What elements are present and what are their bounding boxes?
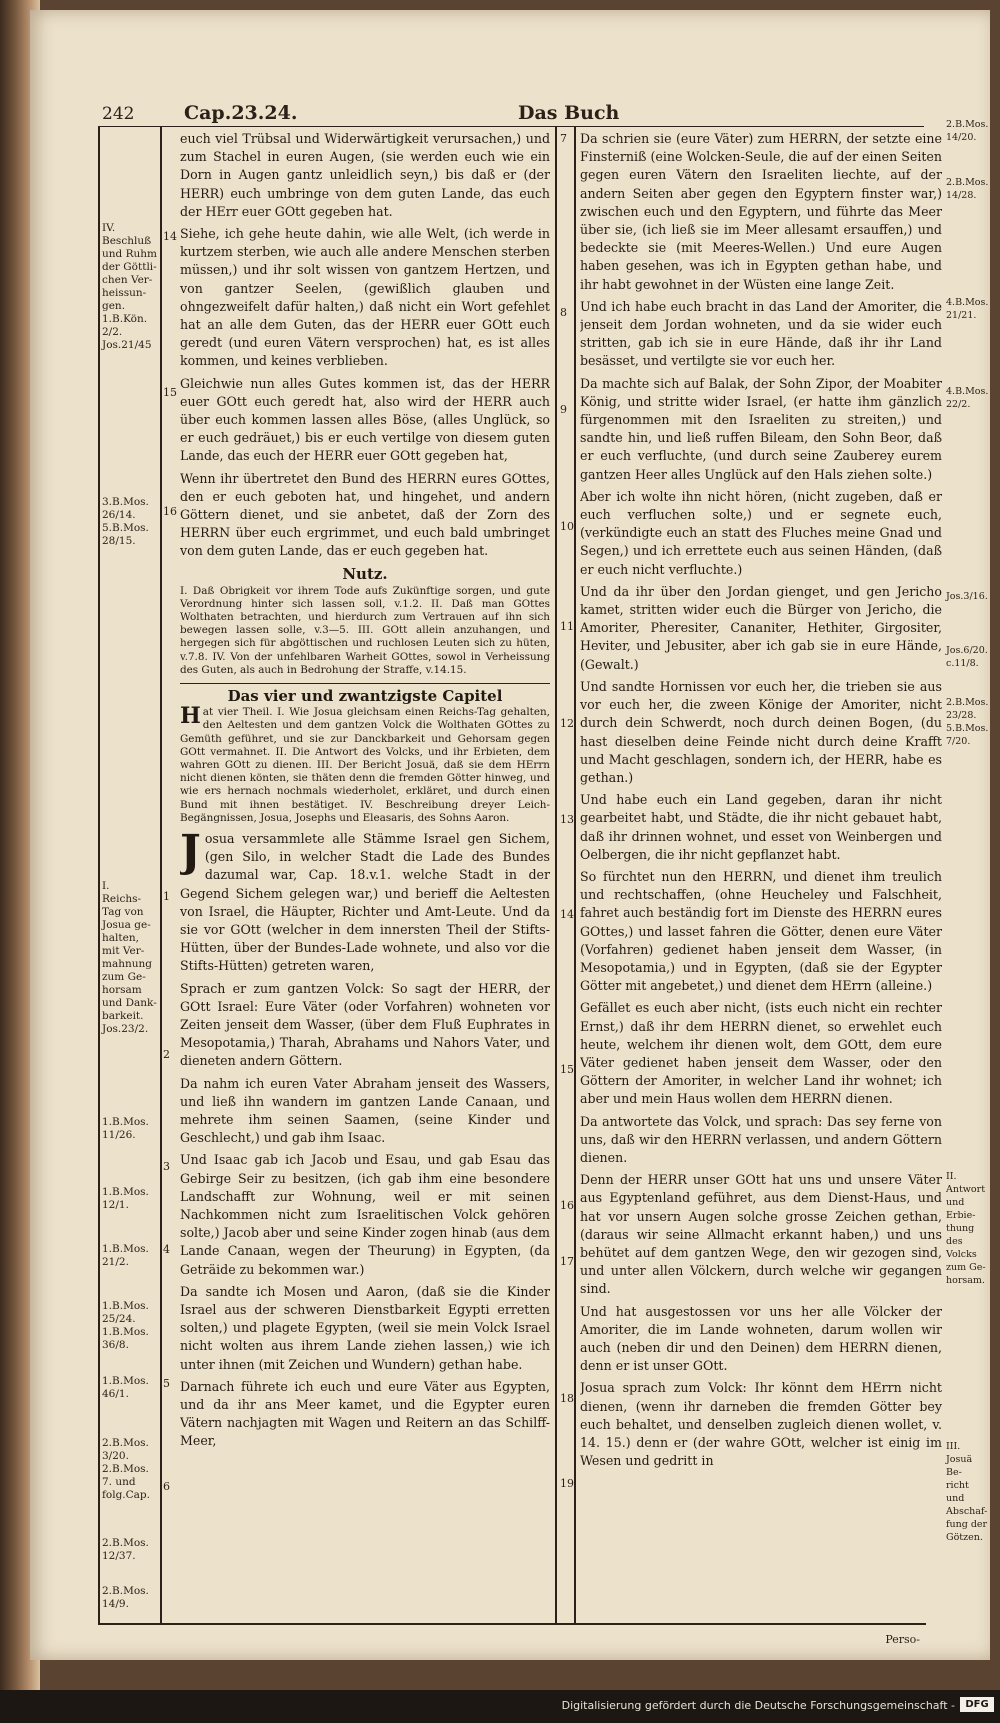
verse-number: 14 <box>163 230 177 243</box>
verse-number: 15 <box>560 1063 574 1076</box>
dfg-logo: DFG <box>960 1697 994 1712</box>
nutz-text: I. Daß Obrigkeit vor ihrem Tode aufs Zukünftige sorgen, und gute Verordnung hinter sich lassen soll, v.1.2. II. Daß man GOttes Wolthaten betrachten, und hierdurch zum Vertrauen auf ihn sich bewegen lassen solle, v.3—5. III. GOtt allein anzuhangen, und hergegen sich für abgöttischen und ruchlosen Leuten sich zu hüten, v.7.8. IV. Von der unfehlbaren Warheit GOttes, sowol in Verheissung des Guten, als auch in Bedrohung der Straffe, v.14.15. <box>180 584 550 676</box>
verse-4: Und Isaac gab ich Jacob und Esau, und gab Esau das Gebirge Seir zu besitzen, (ich gab ihm eine besondere Landschafft zur Wohnung, weil er mit seinen Nachkommen nicht zum Israelitischen Volck gehören solte,) Jacob aber und seine Kinder zogen hinab (aus dem Lande Canaan, wegen der Theurung) in Egypten, (da Geträide zu bekommen war.) <box>180 1152 550 1277</box>
verse-14: Siehe, ich gehe heute dahin, wie alle Welt, (ich werde in kurtzem sterben, wie auch alle andere Menschen sterben müssen,) und ihr solt wissen von gantzem Hertzen, und von gantzer Seelen, (gewißlich glauben und ohngezweifelt dafür halten,) daß nicht ein Wort gefehlet hat an alle dem Guten, das der HERR euer GOtt euch geredt (und euren Vätern versprochen) hat, es ist alles kommen, und keines verblieben. <box>180 226 550 369</box>
margin-note: 2.B.Mos. 3/20. 2.B.Mos. 7. und folg.Cap. <box>102 1437 150 1501</box>
verse-2: Sprach er zum gantzen Volck: So sagt der HERR, der GOtt Israel: Eure Väter (oder Vorfahren) wohneten vor Zeiten jenseit dem Wasser, (über dem Fluß Euphrates in Mesopotamia,) Tharah, Abrahams und Nahors Vater, und dieneten andern Göttern. <box>180 980 550 1069</box>
margin-note: 2.B.Mos. 23/28. 5.B.Mos. 7/20. <box>946 697 989 747</box>
margin-note: 1.B.Mos. 21/2. <box>102 1243 149 1268</box>
verse-10: Aber ich wolte ihn nicht hören, (nicht zugeben, daß er euch verfluchen solte,) und er segnete euch, (verkündigte euch an statt des Fluches meine Gnad und Segen,) und ich errettete euch aus seinen Händen, (daß er euch nicht verfluchte.) <box>580 488 942 577</box>
verse-number: 17 <box>560 1255 574 1268</box>
rule-left-verse <box>160 126 162 1624</box>
verse-number: 6 <box>163 1480 170 1493</box>
verse-16: Wenn ihr übertretet den Bund des HERRN eures GOttes, den er euch geboten hat, und hingehet, und andern Göttern dienet, und sie anbetet, daß der Zorn des HERRN über euch ergrimmet, und euch bald umbringet von dem guten Lande, das er euch gegeben hat. <box>180 470 550 559</box>
catchword: Perso- <box>885 1633 920 1646</box>
verse-13: Und habe euch ein Land gegeben, daran ihr nicht gearbeitet habt, und Städte, die ihr nicht gebauet habt, daß ihr drinnen wohnet, und esset von Weinbergen und Oelbergen, die ihr nicht gepflanzet habt. <box>580 792 942 862</box>
verse-number: 10 <box>560 520 574 533</box>
paragraph-continuation: euch viel Trübsal und Widerwärtigkeit verursachen,) und zum Stachel in euren Augen, (sie werden euch wie ein Dorn in Augen gantz unleidlich seyn,) bis daß er (der HERR) euch umbringe von dem guten Lande, das euch der HErr euer GOtt gegeben hat. <box>180 131 550 219</box>
verse-number: 18 <box>560 1392 574 1405</box>
verse-8: Und ich habe euch bracht in das Land der Amoriter, die jenseit dem Jordan wohneten, und da sie wider euch stritten, gab ich sie in eure Hände, daß ihr ihr Land besässet, und vertilgte sie vor euch her. <box>580 298 942 369</box>
verse-number: 7 <box>560 132 567 145</box>
margin-note: 1.B.Mos. 46/1. <box>102 1375 149 1400</box>
margin-note: Jos.6/20. c.11/8. <box>946 645 988 669</box>
verse-17: Denn der HERR unser GOtt hat uns und unsere Väter aus Egyptenland geführet, aus dem Dienst-Haus, und hat vor unsern Augen solche grosse Zeichen gethan, (daraus wir seine Allmacht erkannt haben,) und uns behütet auf dem gantzen Wege, den wir gezogen sind, und unter allen Völckern, durch welche wir gegangen sind. <box>580 1172 942 1297</box>
nutz-heading: Nutz. <box>342 564 388 583</box>
verse-number: 2 <box>163 1048 170 1061</box>
margin-note: 3.B.Mos. 26/14. 5.B.Mos. 28/15. <box>102 496 149 547</box>
margin-note: II. Antwort und Erbie- thung des Volcks zum Ge- horsam. <box>946 1171 986 1286</box>
digitization-credit: Digitalisierung gefördert durch die Deutsche Forschungsgemeinschaft - <box>561 1699 955 1712</box>
verse-18: Und hat ausgestossen vor uns her alle Völcker der Amoriter, die im Lande wohneten, darum wollen wir auch (neben dir und den Deinen) dem HERRN dienen, denn er ist unser GOtt. <box>580 1303 942 1374</box>
verse-number: 1 <box>163 890 170 903</box>
verse-number: 16 <box>560 1199 574 1212</box>
verse-14-right: So fürchtet nun den HERRN, und dienet ihm treulich und rechtschaffen, (ohne Heucheley und Falschheit, fahret auch beständig fort im Dienste des HERRN eures GOttes,) und lasset fahren die Götter, denen eure Väter (Vorfahren) gedienet haben jenseit dem Wasser, (in Mesopotamia,) und in Egypten, (daß sie der Egypter Götter mit angebetet,) und dienet dem HErrn (alleine.) <box>580 868 942 994</box>
verse-number: 11 <box>560 620 574 633</box>
verse-number: 19 <box>560 1477 574 1490</box>
verse-number: 9 <box>560 403 567 416</box>
margin-note: I. Reichs- Tag von Josua ge- halten, mit Ver- mahnung zum Ge- horsam und Dank- barkeit. Jos.23/2. <box>102 880 157 1035</box>
verse-number: 15 <box>163 386 177 399</box>
verse-5: Da sandte ich Mosen und Aaron, (daß sie die Kinder Israel aus der schweren Dienstbarkeit Egypti erretten solten,) und plagete Egypten, (weil sie mein Volck Israel nicht wolten aus ihrem Lande ziehen lassen,) wie ich unter ihnen (mit Zeichen und Wundern) gethan habe. <box>180 1283 550 1372</box>
verse-11: Und da ihr über den Jordan gienget, und gen Jericho kamet, stritten wider euch die Bürger von Jericho, die Amoriter, Pheresiter, Cananiter, Hethiter, Girgositer, Heviter, und Jebusiter, aber ich gab sie in eure Hände, (Gewalt.) <box>580 583 942 672</box>
rule-left-margin <box>98 126 100 1624</box>
verse-9: Da machte sich auf Balak, der Sohn Zipor, der Moabiter König, und stritte wider Israel, (er hatte ihm gänzlich fürgenommen mit den Israeliten zu streiten,) und sandte hin, und ließ ruffen Bileam, den Sohn Beor, daß er euch verfluchte, (und durch seine Zauberey eurem gantzen Heer alles Unglück auf den Hals ziehen solte.) <box>580 375 942 482</box>
verse-7: Da schrien sie (eure Väter) zum HERRN, der setzte eine Finsterniß (eine Wolcken-Seule, die auf der einen Seiten gegen euren Vätern den Israeliten liechte, auf der andern Seiten aber gegen den Egyptern finster war,) zwischen euch und den Egyptern, und führte das Meer über sie, (ich ließ sie im Meer allesamt ersauffen,) und bedeckte sie (mit Meeres-Wellen.) Und eure Augen haben gesehen, was ich in Egypten gethan habe, und ihr habt gewohnet in der Wüsten eine lange Zeit. <box>580 131 942 292</box>
verse-number: 4 <box>163 1243 170 1256</box>
margin-note: 1.B.Mos. 12/1. <box>102 1186 149 1211</box>
rule-center-left <box>555 126 557 1624</box>
margin-note: IV. Beschluß und Ruhm der Göttli- chen Ver- heissun- gen. 1.B.Kön. 2/2. Jos.21/45 <box>102 222 157 351</box>
verse-number: 16 <box>163 505 177 518</box>
verse-1: Josua versammlete alle Stämme Israel gen Sichem, (gen Silo, in welcher Stadt die Lade des Bundes dazumal war, Cap. 18.v.1. welche Stadt in der Gegend Sichem gelegen war,) und berieff die Aeltesten von Israel, die Häupter, Richter und Amt-Leute. Und da sie vor GOtt (welcher in dem innersten Theil der Stifts-Hütten, über der Bundes-Lade wohnete, und also vor die Stifts-Hütten) getreten waren, <box>180 825 550 974</box>
margin-note: 1.B.Mos. 11/26. <box>102 1116 149 1141</box>
verse-number: 12 <box>560 717 574 730</box>
margin-note: 2.B.Mos. 14/9. <box>102 1585 149 1610</box>
margin-note: III. Josuä Be- richt und Abschaf- fung der Götzen. <box>946 1441 988 1543</box>
verse-number: 3 <box>163 1160 170 1173</box>
verse-number: 14 <box>560 908 574 921</box>
verse-6: Darnach führete ich euch und eure Väter aus Egypten, und da ihr ans Meer kamet, und die Egypter euren Vätern nachjagten mit Wagen und Reitern an das Schilff-Meer, <box>180 1378 550 1449</box>
rule-center-right <box>574 126 576 1624</box>
chapter-title: Das vier und zwantzigste Capitel <box>227 687 503 706</box>
verse-3: Da nahm ich euren Vater Abraham jenseit des Wassers, und ließ ihn wandern im gantzen Lande Canaan, und mehrete ihm seinen Saamen, (seine Kinder und Geschlecht,) und gab ihm Isaac. <box>180 1075 550 1146</box>
left-text-column <box>180 130 550 1622</box>
page-header <box>98 102 924 127</box>
page-number: 242 <box>102 104 135 124</box>
running-title: Das Buch <box>518 102 620 124</box>
chapter-reference: Cap.23.24. <box>184 102 298 124</box>
chapter-divider <box>180 683 550 684</box>
rule-bottom <box>98 1623 926 1625</box>
chapter-summary: Hat vier Theil. I. Wie Josua gleichsam einen Reichs-Tag gehalten, den Aeltesten und dem gantzen Volck die Wolthaten GOttes zu Gemüth geführet, und sie zur Danckbarkeit und Gehorsam gegen GOtt vermahnet. II. Die Antwort des Volcks, und ihr Erbieten, dem wahren GOtt zu dienen. III. Der Bericht Josuä, daß sie dem HErrn nicht dienen könten, sie thäten denn die fremden Götter hinweg, und wie ers hernach nochmals wiederholet, erkläret, und durch einen Bund mit ihnen bestätiget. IV. Beschreibung dreyer Leich-Begängnissen, Josua, Josephs und Eleasaris, des Sohns Aaron. <box>180 703 550 824</box>
margin-note: 4.B.Mos. 22/2. <box>946 386 989 410</box>
right-text-column <box>580 130 942 1622</box>
margin-note: 4.B.Mos. 21/21. <box>946 297 989 321</box>
margin-note: 2.B.Mos. 12/37. <box>102 1537 149 1562</box>
verse-16-right: Da antwortete das Volck, und sprach: Das sey ferne von uns, daß wir den HERRN verlassen, und andern Göttern dienen. <box>580 1113 942 1165</box>
margin-note: 1.B.Mos. 25/24. 1.B.Mos. 36/8. <box>102 1300 149 1351</box>
verse-19: Josua sprach zum Volck: Ihr könnt dem HErrn nicht dienen, (wenn ihr darneben die fremden Götter bey euch behaltet, und denselben zugleich dienen wollet, v. 14. 15.) denn er (der wahre GOtt, welcher ist einig im Wesen und gedritt in <box>580 1380 942 1469</box>
margin-note: 2.B.Mos. 14/20. <box>946 119 989 143</box>
verse-12: Und sandte Hornissen vor euch her, die trieben sie aus vor euch her, die zween Könige der Amoriter, nicht durch dein Schwerdt, noch durch deinen Bogen, (du hast dieselben deine Feinde nicht durch deine Krafft und Macht geschlagen, sondern ich, der HERR, habe es gethan.) <box>580 678 942 785</box>
verse-number: 5 <box>163 1377 170 1390</box>
margin-note: 2.B.Mos. 14/28. <box>946 177 989 201</box>
verse-15-right: Gefället es euch aber nicht, (ists euch nicht ein rechter Ernst,) daß ihr dem HERRN dienet, so erwehlet euch heute, welchem ihr dienen wolt, dem GOtt, dem eure Väter gedienet haben jenseit dem Wasser, oder den Göttern der Amoriter, in welcher Land ihr wohnet; ich aber und mein Haus wollen dem HERRN dienen. <box>580 1000 942 1107</box>
verse-number: 8 <box>560 306 567 319</box>
verse-15: Gleichwie nun alles Gutes kommen ist, das der HERR euer GOtt euch geredt hat, also wird der HERR auch über euch kommen lassen alles Böse, (alles Unglück, so er euch gedräuet,) bis er euch vertilge von diesem guten Lande, das euch der HERR euer GOtt gegeben hat, <box>180 375 550 464</box>
margin-note: Jos.3/16. <box>946 591 988 602</box>
verse-number: 13 <box>560 813 574 826</box>
